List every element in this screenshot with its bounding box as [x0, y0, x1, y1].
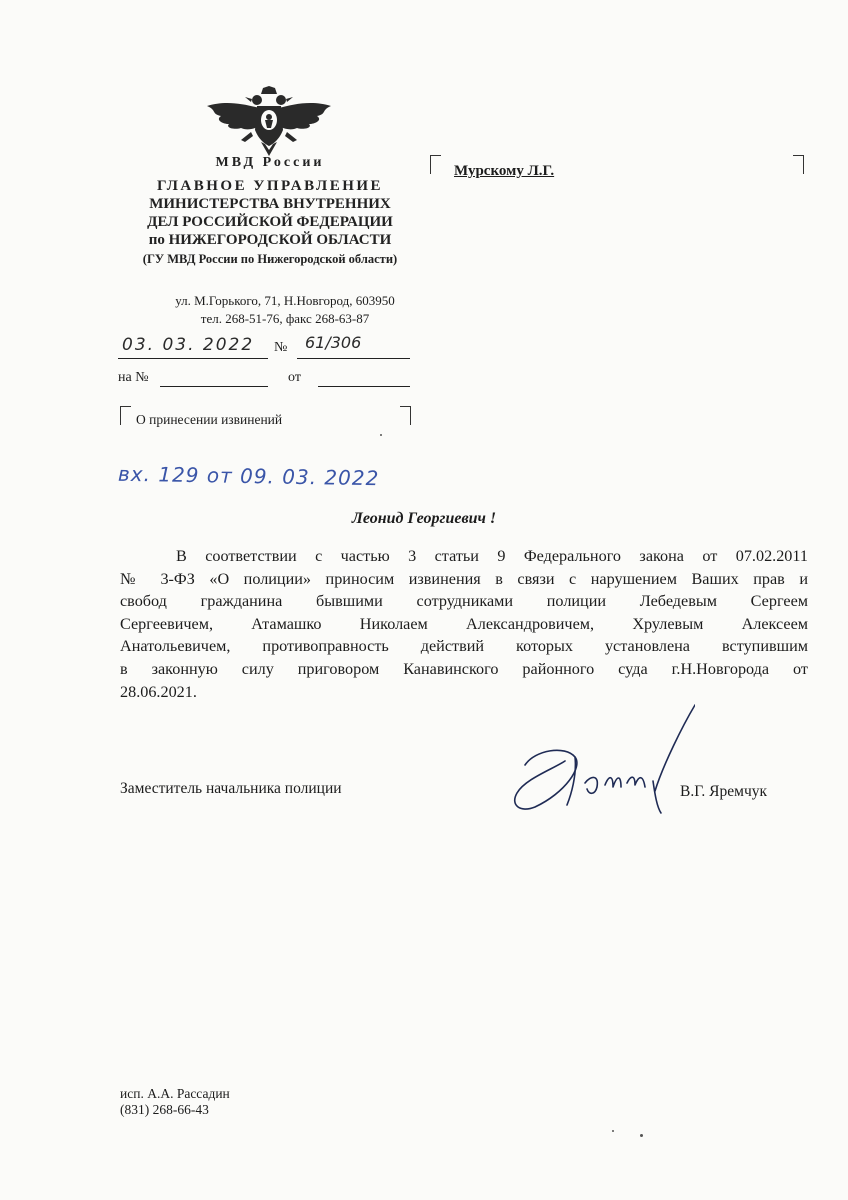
outgoing-date-handwritten: 03. 03. 2022	[122, 335, 255, 355]
letter-body	[120, 545, 808, 703]
signatory-name: В.Г. Яремчук	[680, 783, 768, 800]
signatory-title: Заместитель начальника полиции	[120, 780, 342, 797]
subject-bracket-left	[120, 406, 131, 425]
ministry-name-line-4: по НИЖЕГОРОДСКОЙ ОБЛАСТИ	[148, 232, 392, 248]
body-line: Сергеевичем, Атамашко Николаем Александровичем, Хрулевым Алексеем	[120, 614, 808, 633]
body-line: свобод гражданина бывшими сотрудниками полиции Лебедевым Сергеем	[120, 592, 808, 611]
executor-phone: (831) 268-66-43	[120, 1102, 209, 1117]
body-line: в законную силу приговором Канавинского районного суда г.Н.Новгорода от	[120, 659, 808, 678]
ministry-name-line-2: МИНИСТЕРСТВА ВНУТРЕННИХ	[149, 196, 391, 212]
recipient-bracket-right	[793, 155, 804, 174]
reference-date-underline	[318, 386, 410, 387]
ministry-short-name: МВД России	[215, 155, 325, 170]
body-line: В соответствии с частью 3 статьи 9 Федерального закона от 07.02.2011	[176, 547, 808, 565]
sender-phones: тел. 268-51-76, факс 268-63-87	[200, 311, 370, 326]
ministry-abbreviation: (ГУ МВД России по Нижегородской области)	[142, 252, 398, 266]
reference-number-label: на №	[118, 370, 149, 385]
body-line: № 3-ФЗ «О полиции» приносим извинения в связи с нарушением Ваших прав и	[120, 569, 808, 588]
scan-speck	[612, 1130, 614, 1132]
recipient-bracket-left	[430, 155, 441, 174]
date-underline	[118, 358, 268, 359]
handwritten-signature	[505, 695, 695, 820]
ministry-name-line-3: ДЕЛ РОССИЙСКОЙ ФЕДЕРАЦИИ	[147, 214, 393, 230]
body-line: Анатольевичем, противоправность действий которых установлена вступившим	[120, 637, 808, 656]
reference-number-underline	[160, 386, 268, 387]
recipient-name: Мурскому Л.Г.	[454, 163, 555, 179]
salutation: Леонид Георгиевич !	[351, 510, 497, 527]
body-line: 28.06.2021.	[120, 682, 197, 701]
scan-speck	[640, 1134, 643, 1137]
number-underline	[297, 358, 410, 359]
scan-speck	[380, 434, 382, 436]
ministry-name-line-1: ГЛАВНОЕ УПРАВЛЕНИЕ	[156, 178, 384, 194]
sender-address: ул. М.Горького, 71, Н.Новгород, 603950	[175, 293, 395, 308]
number-sign: №	[274, 340, 288, 355]
reference-date-label: от	[288, 370, 301, 385]
letter-subject: О принесении извинений	[136, 412, 283, 427]
subject-bracket-right	[400, 406, 411, 425]
executor-name: исп. А.А. Рассадин	[120, 1086, 230, 1101]
outgoing-number-handwritten: 61/306	[305, 333, 362, 352]
incoming-registration-handwritten: вх. 129 от 09. 03. 2022	[117, 461, 380, 491]
double-headed-eagle-emblem	[205, 86, 333, 156]
